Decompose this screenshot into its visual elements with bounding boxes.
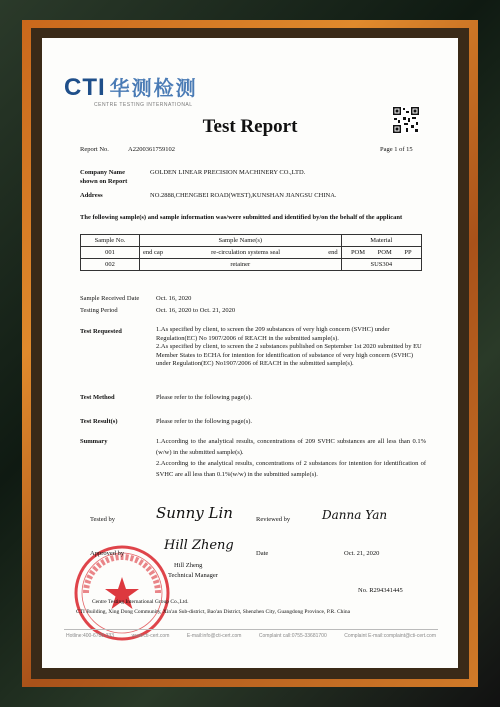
address-label: Address [80,192,103,199]
sample-name: retainer [140,259,342,271]
date-value: Oct. 21, 2020 [344,550,380,557]
testing-period-value: Oct. 16, 2020 to Oct. 21, 2020 [156,307,236,314]
footer-email: E-mail:info@cti-cert.com [186,633,242,639]
date-label: Date [256,550,269,557]
sample-materials [341,247,421,259]
certificate-number: No. R294341445 [358,587,403,594]
approved-by-signature: Hill Zheng [164,538,234,553]
sample-name: end [328,249,338,256]
logo-subtitle: CENTRE TESTING INTERNATIONAL [94,102,193,108]
material: POM [350,249,366,256]
material: SUS304 [341,259,421,271]
col-header-sample-no: Sample No. [81,235,140,247]
footer-divider [64,629,438,630]
report-no-label: Report No. [80,146,109,153]
address-value: NO.2888,CHENGBEI ROAD(WEST),KUNSHAN JIANGSU CHINA. [150,192,337,199]
summary-item: 1.According to the analytical results, concentrations of 209 SVHC substances are all less than 0.1% (w/w) in the submitted sample(s). [156,438,426,456]
summary-item: 2.According to the analytical results, concentrations of 2 substances for intention for identification of SVHC are all less than 0.1%(w/w) in the submitted sample(s). [156,460,426,478]
approver-title: Technical Manager [168,572,218,579]
sample-no: 002 [81,259,140,271]
test-results-text: Please refer to the following page(s). [156,418,253,425]
page-indicator: Page 1 of 15 [380,146,413,153]
material: PP [404,249,412,256]
logo-cti: CTI [64,74,106,101]
samples-table [80,234,422,271]
received-date-value: Oct. 16, 2020 [156,295,192,302]
summary-text [156,436,426,480]
col-header-sample-name: Sample Name(s) [140,235,342,247]
sample-name: end cap [143,249,164,256]
material: POM [377,249,392,256]
approved-by-label: Approved by [90,550,125,557]
contact-footer [66,633,436,639]
report-title: Test Report [202,116,298,137]
test-requested-label: Test Requested [80,328,122,335]
test-requested-item: 1.As specified by client, to screen the 209 substances of very high concern (SVHC) under Regulation(EC) No 1907/2006 of REACH in the submitted sample(s). [156,326,390,342]
footer-web: www.cti-cert.com [131,633,170,639]
sample-no: 001 [81,247,140,259]
test-requested-text [156,326,426,369]
table-row [81,247,422,259]
test-method-label: Test Method [80,394,115,401]
test-requested-item: 2.As specified by client, to screen the 2 substances published on September 1st 2020 submitted by EU Member States to ECHA for intention for identification of substance of very high concern (SVHC) under Regulation(EC) No1907/2006 of REACH in the submitted sample(s). [156,343,422,367]
report-no-value: A2200361759102 [128,146,175,153]
received-date-label: Sample Received Date [80,295,140,302]
report-paper [42,38,458,668]
test-method-text: Please refer to the following page(s). [156,394,253,401]
sample-names [140,247,342,259]
testing-period-label: Testing Period [80,307,118,314]
tested-by-label: Tested by [90,516,115,523]
reviewed-by-signature: Danna Yan [322,508,388,522]
reviewed-by-label: Reviewed by [256,516,291,523]
company-name-value: GOLDEN LINEAR PRECISION MACHINERY CO.,LTD. [150,169,306,176]
sample-intro: The following sample(s) and sample information was/were submitted and identified by/on the behalf of the applicant [80,214,403,221]
company-name-label: Company Name shown on Report [80,169,128,185]
approver-name: Hill Zheng [174,562,203,569]
cti-logo [64,72,198,108]
company-footer-address: CTI Building, Xing Dong Community, Xin'an Sub-district, Bao'an District, Shenzhen City, Guangdong Province, P.R. China [76,609,351,615]
logo-cn: 华测检测 [109,78,198,100]
table-row [81,259,422,271]
summary-label: Summary [80,438,108,445]
footer-complaint-email: Complaint E-mail:complaint@cti-cert.com [344,633,436,639]
company-footer-name: Centre Testing International Group Co.,Ltd. [92,599,189,605]
sample-name: re-circulation systems seal [211,249,281,256]
col-header-material: Material [341,235,421,247]
footer-hotline: Hotline:400-6788-333 [66,633,115,639]
tested-by-signature: Sunny Lin [156,504,233,522]
footer-complaint-call: Complaint call:0755-33681700 [258,633,327,639]
test-results-label: Test Result(s) [80,418,118,425]
company-seal-icon [72,543,172,643]
